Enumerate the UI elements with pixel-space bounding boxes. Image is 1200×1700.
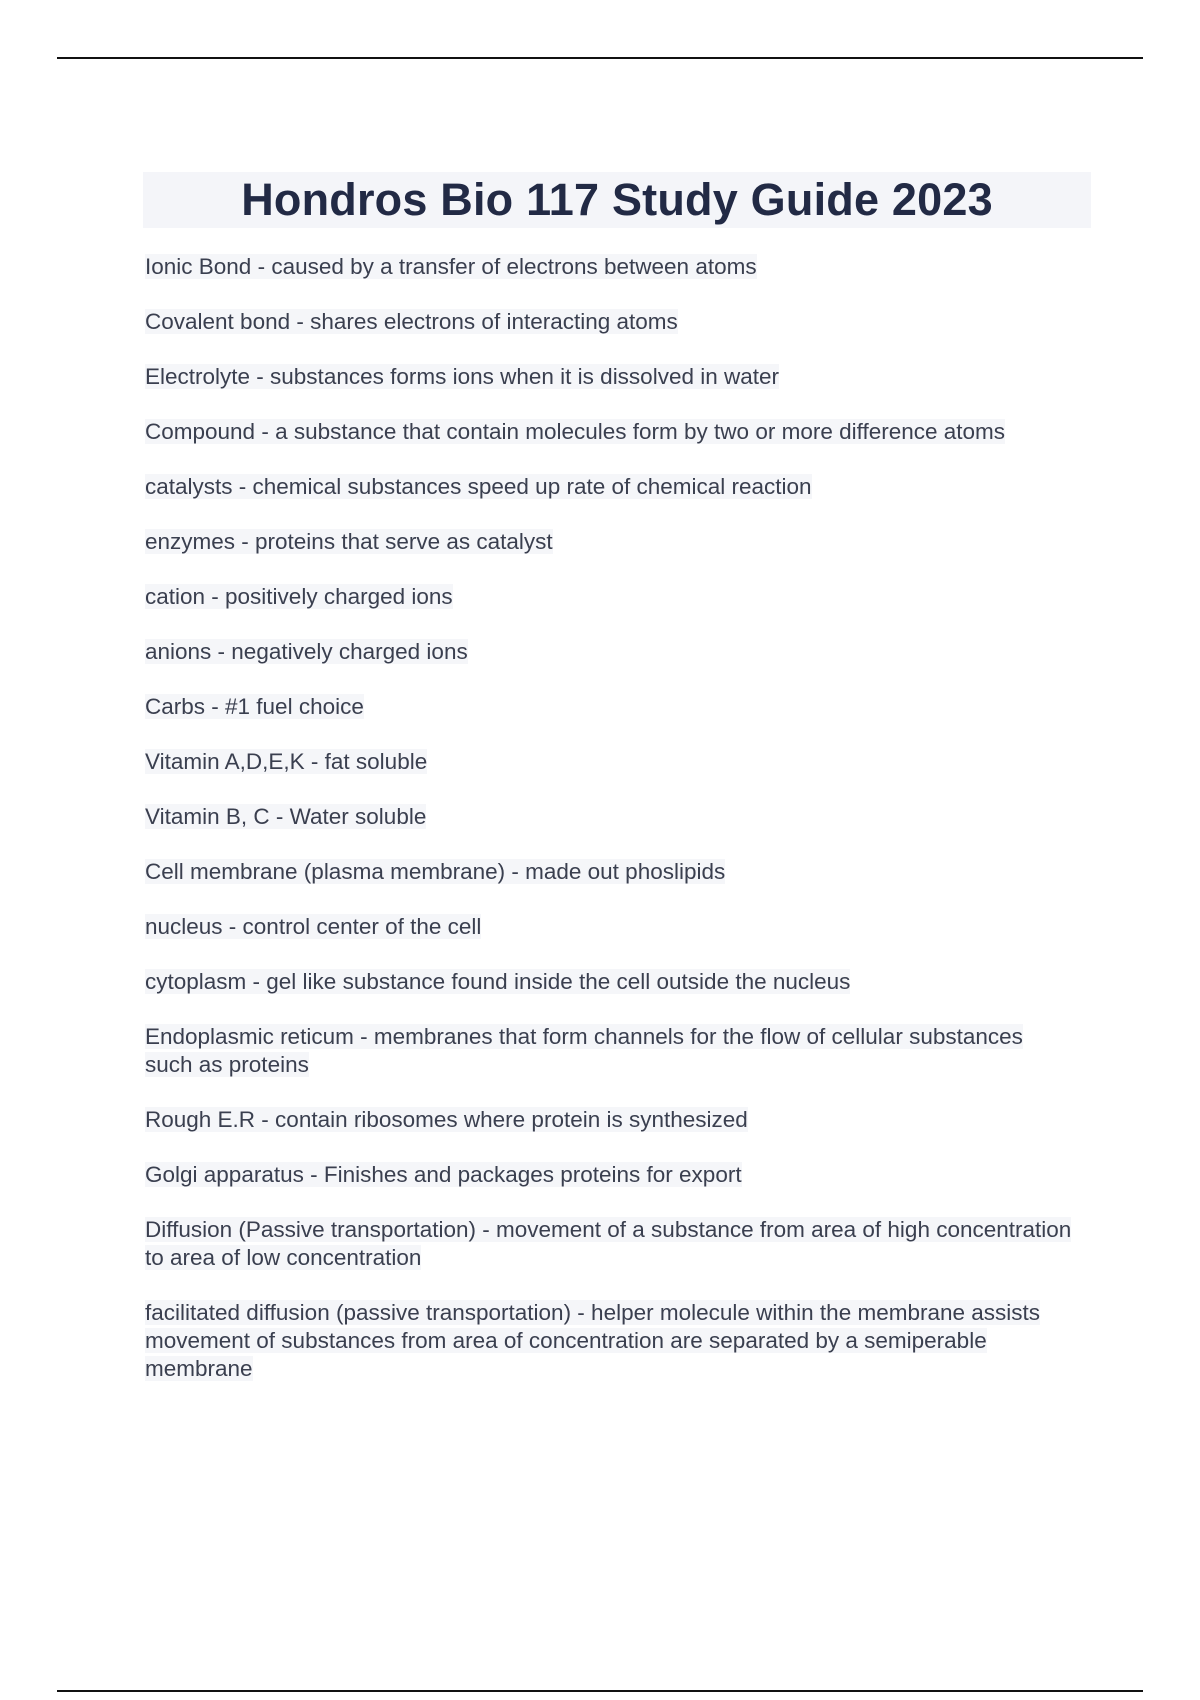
entry-cation (145, 583, 1075, 611)
title-band (143, 172, 1091, 228)
entry-endoplasmic-reticulum (145, 1023, 1075, 1079)
entry-covalent-bond (145, 308, 1075, 336)
study-entries-list (145, 253, 1095, 1410)
entry-diffusion (145, 1216, 1075, 1272)
entry-ionic-bond (145, 253, 1075, 281)
entry-facilitated-diffusion (145, 1299, 1075, 1383)
entry-vitamin-adek (145, 748, 1075, 776)
entry-cell-membrane (145, 858, 1075, 886)
entry-carbs (145, 693, 1075, 721)
entry-text: Covalent bond - shares electrons of interacting atoms (145, 309, 678, 334)
entry-text: Compound - a substance that contain molecules form by two or more difference atoms (145, 419, 1006, 444)
entry-text: Cell membrane (plasma membrane) - made out phoslipids (145, 859, 726, 884)
entry-text: Rough E.R - contain ribosomes where protein is synthesized (145, 1107, 748, 1132)
bottom-rule (57, 1690, 1143, 1692)
page-title: Hondros Bio 117 Study Guide 2023 (241, 174, 993, 225)
entry-text: enzymes - proteins that serve as catalyst (145, 529, 553, 554)
entry-text: Ionic Bond - caused by a transfer of electrons between atoms (145, 254, 757, 279)
entry-text: catalysts - chemical substances speed up rate of chemical reaction (145, 474, 812, 499)
top-rule (57, 57, 1143, 59)
entry-anions (145, 638, 1075, 666)
entry-text: Carbs - #1 fuel choice (145, 694, 364, 719)
entry-text: nucleus - control center of the cell (145, 914, 482, 939)
entry-electrolyte (145, 363, 1075, 391)
entry-text: Vitamin A,D,E,K - fat soluble (145, 749, 428, 774)
entry-compound (145, 418, 1075, 446)
entry-text: Vitamin B, C - Water soluble (145, 804, 427, 829)
entry-golgi-apparatus (145, 1161, 1075, 1189)
entry-rough-er (145, 1106, 1075, 1134)
entry-nucleus (145, 913, 1075, 941)
entry-text: Golgi apparatus - Finishes and packages proteins for export (145, 1162, 742, 1187)
entry-catalysts (145, 473, 1075, 501)
entry-text: cation - positively charged ions (145, 584, 453, 609)
entry-cytoplasm (145, 968, 1075, 996)
entry-enzymes (145, 528, 1075, 556)
entry-text: cytoplasm - gel like substance found inside the cell outside the nucleus (145, 969, 851, 994)
entry-text: anions - negatively charged ions (145, 639, 468, 664)
entry-text: Electrolyte - substances forms ions when it is dissolved in water (145, 364, 780, 389)
entry-text: facilitated diffusion (passive transportation) - helper molecule within the membrane assists movement of substances from area of concentration are separated by a semiperable membrane (145, 1300, 1041, 1381)
entry-vitamin-bc (145, 803, 1075, 831)
entry-text: Endoplasmic reticum - membranes that form channels for the flow of cellular substances such as proteins (145, 1024, 1023, 1077)
entry-text: Diffusion (Passive transportation) - movement of a substance from area of high concentration to area of low concentration (145, 1217, 1072, 1270)
